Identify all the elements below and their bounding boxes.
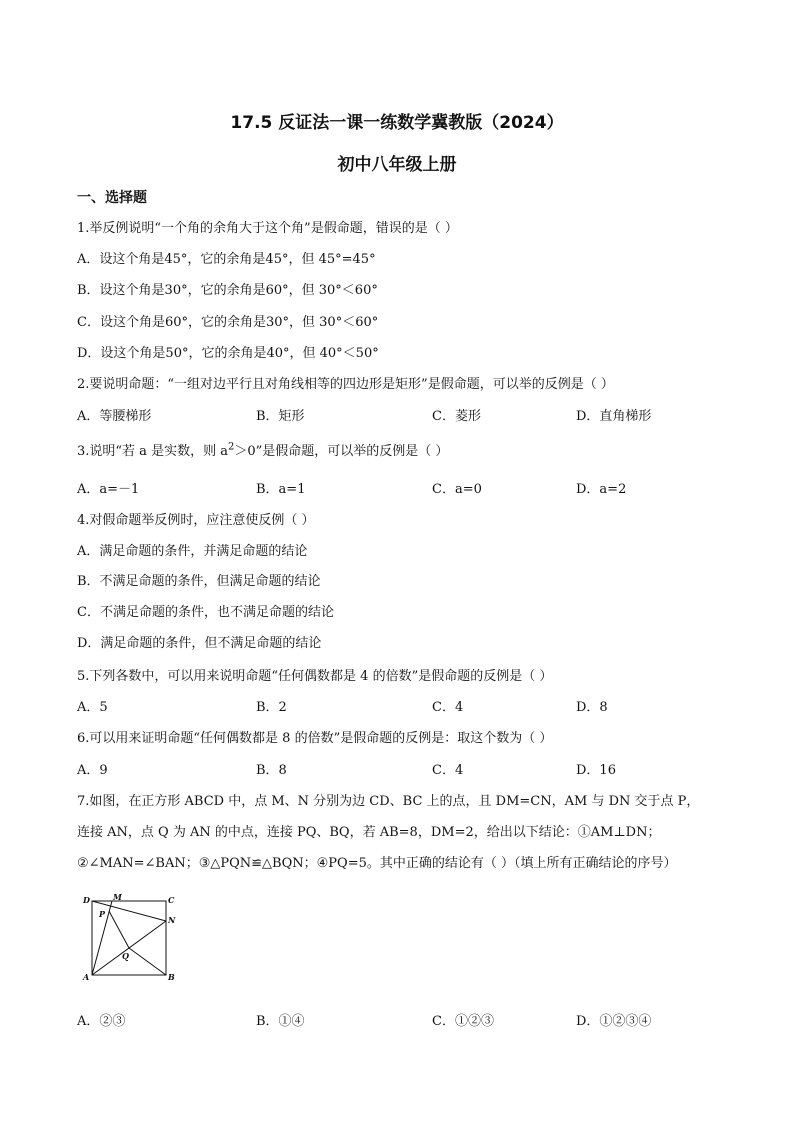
q5-option-d: D．8	[576, 700, 608, 715]
q6-option-b: B．8	[256, 763, 287, 778]
q4-option-a: A．满足命题的条件，并满足命题的结论	[77, 544, 308, 559]
square-geometry-figure	[76, 893, 176, 985]
segment-pq	[109, 911, 129, 948]
q3-option-d: D．a=2	[576, 482, 627, 497]
label-c: C	[168, 895, 175, 905]
page-title: 17.5 反证法一课一练数学冀教版（2024）	[230, 113, 564, 133]
q2-option-a: A．等腰梯形	[77, 409, 152, 424]
q3-option-c: C．a=0	[432, 482, 482, 497]
q2-option-c: C．菱形	[432, 409, 481, 424]
q3-option-b: B．a=1	[256, 482, 306, 497]
q1-option-d: D．设这个角是50°，它的余角是40°，但 40°＜50°	[77, 346, 379, 361]
question-3-stem	[77, 440, 448, 459]
question-5-stem: 5.下列各数中，可以用来说明命题“任何偶数都是 4 的倍数”是假命题的反例是（ ）	[77, 669, 553, 684]
q7-option-c: C．①②③	[432, 1014, 494, 1029]
q3-option-a: A．a=－1	[77, 482, 140, 497]
question-1-stem: 1.举反例说明“一个角的余角大于这个角”是假命题，错误的是（ ）	[77, 221, 458, 236]
q3-stem-part-2: ＞0”是假命题，可以举的反例是（ ）	[234, 444, 449, 459]
page-subtitle: 初中八年级上册	[337, 155, 457, 175]
question-2-stem: 2.要说明命题：“一组对边平行且对角线相等的四边形是矩形”是假命题，可以举的反例是（ ）	[77, 377, 614, 392]
q2-option-d: D．直角梯形	[576, 409, 652, 424]
q2-option-b: B．矩形	[256, 409, 305, 424]
question-4-stem: 4.对假命题举反例时，应注意使反例（ ）	[77, 513, 315, 528]
q7-option-b: B．①④	[256, 1014, 305, 1029]
question-6-stem: 6.可以用来证明命题“任何偶数都是 8 的倍数”是假命题的反例是：取这个数为（ ）	[77, 731, 553, 746]
label-a: A	[83, 972, 90, 982]
q5-option-a: A．5	[77, 700, 108, 715]
q1-option-c: C．设这个角是60°，它的余角是30°，但 30°＜60°	[77, 315, 379, 330]
q5-option-b: B．2	[256, 700, 287, 715]
q3-exponent: 2	[227, 441, 235, 453]
q4-option-b: B．不满足命题的条件，但满足命题的结论	[77, 574, 321, 589]
label-m: M	[113, 893, 122, 902]
q7-option-d: D．①②③④	[576, 1014, 652, 1029]
label-n: N	[168, 915, 176, 925]
q5-option-c: C．4	[432, 700, 464, 715]
question-7-stem-line-1: 7.如图，在正方形 ABCD 中，点 M、N 分别为边 CD、BC 上的点，且 DM=CN，AM 与 DN 交于点 P，	[77, 794, 700, 809]
q7-option-a: A．②③	[77, 1014, 126, 1029]
q1-option-b: B．设这个角是30°，它的余角是60°，但 30°＜60°	[77, 283, 378, 298]
label-q: Q	[122, 951, 129, 961]
q6-option-c: C．4	[432, 763, 464, 778]
q3-stem-part-1: 3.说明“若 a 是实数，则 a	[77, 444, 228, 459]
section-title: 一、选择题	[77, 190, 147, 206]
label-p: P	[99, 909, 106, 919]
segment-bq	[129, 948, 166, 975]
label-b: B	[168, 972, 175, 982]
label-d: D	[83, 895, 90, 905]
question-7-stem-line-2: 连接 AN，点 Q 为 AN 的中点，连接 PQ、BQ，若 AB=8，DM=2，给出以下结论：①AM⊥DN；	[77, 825, 661, 840]
question-7-stem-line-3: ②∠MAN=∠BAN；③△PQN≌△BQN；④PQ=5。其中正确的结论有（ ）（填上所有正确结论的序号）	[77, 856, 677, 871]
q4-option-c: C．不满足命题的条件，也不满足命题的结论	[77, 605, 334, 620]
q6-option-d: D．16	[576, 763, 616, 778]
q1-option-a: A．设这个角是45°，它的余角是45°，但 45°=45°	[77, 252, 376, 267]
q4-option-d: D．满足命题的条件，但不满足命题的结论	[77, 636, 322, 651]
q6-option-a: A．9	[77, 763, 108, 778]
